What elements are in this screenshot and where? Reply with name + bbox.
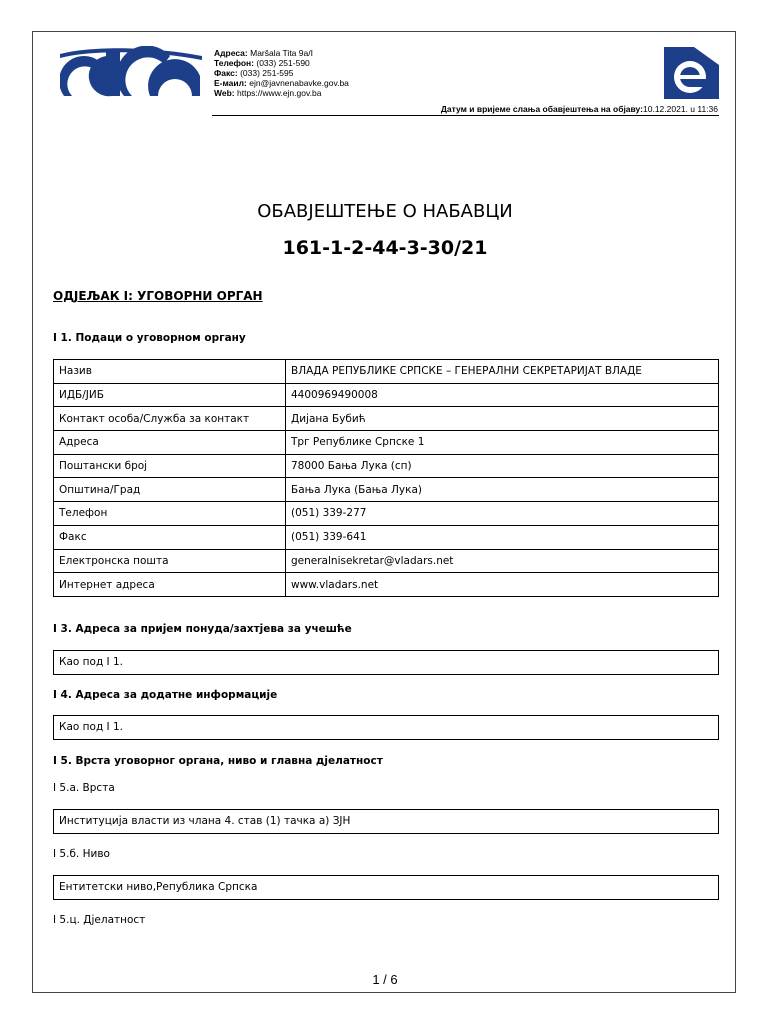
contact-fax: Факс: (033) 251-595 — [214, 68, 294, 78]
contact-email: E-маил: ejn@javnenabavke.gov.ba — [214, 78, 349, 88]
box-i3: Као под I 1. — [53, 650, 719, 675]
field-value: Дијана Бубић — [286, 407, 719, 431]
field-label: Телефон — [54, 502, 286, 526]
field-label: Контакт особа/Служба за контакт — [54, 407, 286, 431]
field-value: www.vladars.net — [286, 573, 719, 597]
subheading-i5: I 5. Врста уговорног органа, ниво и главна дјелатност — [53, 755, 383, 767]
box-i5b: Ентитетски ниво,Република Српска — [53, 875, 719, 900]
table-row — [54, 502, 719, 526]
field-label: Интернет адреса — [54, 573, 286, 597]
field-label: Општина/Град — [54, 478, 286, 502]
table-row — [54, 573, 719, 597]
label-i5c: I 5.ц. Дјелатност — [53, 914, 146, 926]
header-divider — [212, 115, 719, 116]
field-label: Адреса — [54, 431, 286, 455]
contracting-authority-table — [53, 359, 719, 597]
field-value: (051) 339-641 — [286, 525, 719, 549]
section-heading: ОДЈЕЉАК I: УГОВОРНИ ОРГАН — [53, 289, 263, 303]
field-value: Бања Лука (Бања Лука) — [286, 478, 719, 502]
box-i5a: Институција власти из члана 4. став (1) тачка а) ЗЈН — [53, 809, 719, 834]
contact-phone: Телефон: (033) 251-590 — [214, 58, 310, 68]
table-row — [54, 407, 719, 431]
field-value: Трг Републике Српске 1 — [286, 431, 719, 455]
field-value: ВЛАДА РЕПУБЛИКЕ СРПСКЕ – ГЕНЕРАЛНИ СЕКРЕТАРИЈАТ ВЛАДЕ — [286, 360, 719, 384]
page-number: 1 / 6 — [372, 972, 398, 987]
document-number: 161-1-2-44-3-30/21 — [282, 237, 488, 259]
field-value: (051) 339-277 — [286, 502, 719, 526]
subheading-i3: I 3. Адреса за пријем понуда/захтјева за учешће — [53, 623, 352, 635]
subheading-i1: I 1. Подаци о уговорном органу — [53, 332, 246, 344]
table-row — [54, 431, 719, 455]
field-label: Назив — [54, 360, 286, 384]
contact-web: Web: https://www.ejn.gov.ba — [214, 88, 322, 98]
subheading-i4: I 4. Адреса за додатне информације — [53, 689, 278, 701]
table-row — [54, 549, 719, 573]
table-row — [54, 478, 719, 502]
table-row — [54, 360, 719, 384]
field-label: Електронска пошта — [54, 549, 286, 573]
label-i5b: I 5.б. Ниво — [53, 848, 110, 860]
field-value: 4400969490008 — [286, 383, 719, 407]
contact-info — [214, 48, 349, 98]
field-label: Факс — [54, 525, 286, 549]
field-value: 78000 Бања Лука (сп) — [286, 454, 719, 478]
publication-date: Датум и вријеме слања обавјештења на објаву:10.12.2021. u 11:36 — [440, 104, 718, 114]
contact-address: Адреса: Maršala Tita 9a/I — [214, 48, 313, 58]
e-logo-icon — [664, 47, 719, 99]
ejn-logo — [60, 46, 202, 98]
box-i4: Као под I 1. — [53, 715, 719, 740]
table-row — [54, 525, 719, 549]
field-label: ИДБ/ЈИБ — [54, 383, 286, 407]
table-row — [54, 454, 719, 478]
field-label: Поштански број — [54, 454, 286, 478]
document-title: ОБАВЈЕШТЕЊЕ О НАБАВЦИ — [257, 201, 513, 222]
table-row — [54, 383, 719, 407]
field-value: generalnisekretar@vladars.net — [286, 549, 719, 573]
label-i5a: I 5.а. Врста — [53, 782, 115, 794]
